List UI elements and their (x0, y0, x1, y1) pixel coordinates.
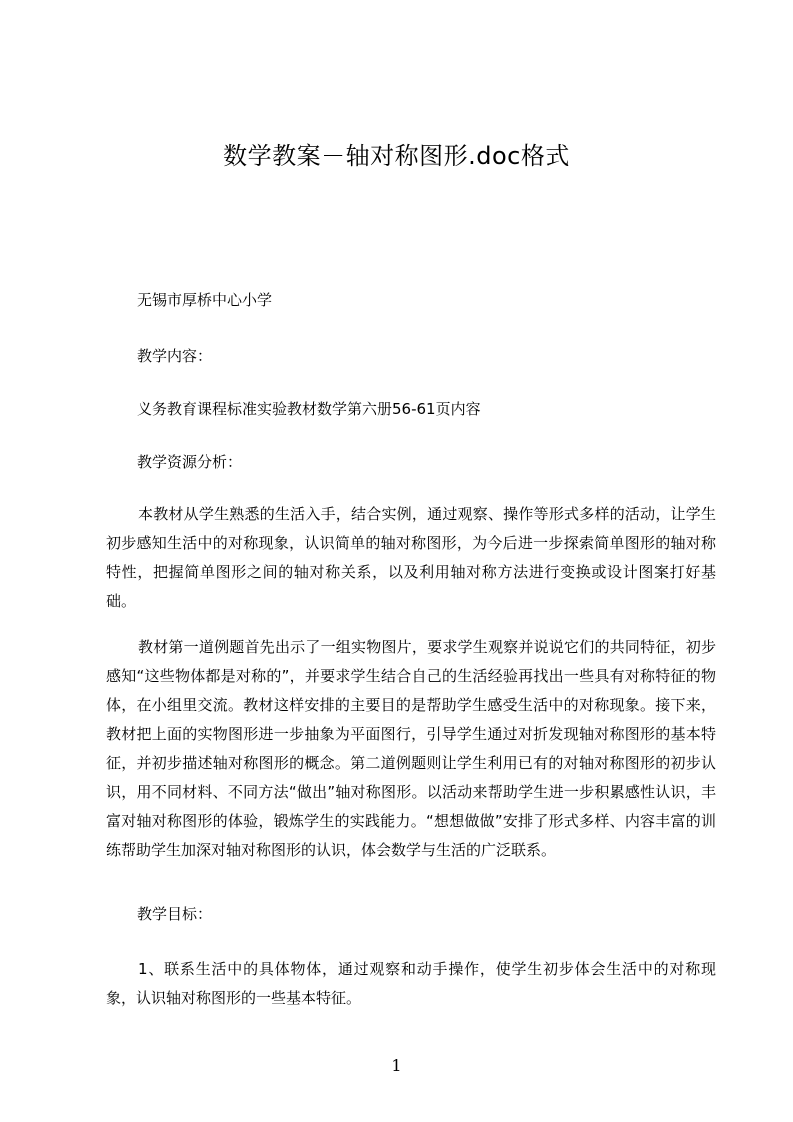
content-heading: 教学内容： (137, 347, 213, 365)
document-title: 数学教案－轴对称图形.doc格式 (223, 142, 570, 170)
school-name: 无锡市厚桥中心小学 (137, 291, 273, 309)
goal-item-1: 1、联系生活中的具体物体，通过观察和动手操作，使学生初步体会生活中的对称现象，认识轴对称图形的一些基本特征。 (106, 960, 716, 1007)
goals-heading: 教学目标： (137, 905, 213, 923)
analysis-paragraph-2: 教材第一道例题首先出示了一组实物图片，要求学生观察并说说它们的共同特征，初步感知“这些物体都是对称的”，并要求学生结合自己的生活经验再找出一些具有对称特征的物体，在小组里交流。教材这样安排的主要目的是帮助学生感受生活中的对称现象。接下来，教材把上面的实物图形进一步抽象为平面图行，引导学生通过对折发现轴对称图形的基本特征，并初步描述轴对称图形的概念。第二道例题则让学生利用已有的对轴对称图形的初步认识，用不同材料、不同方法“做出”轴对称图形。以活动来帮助学生进一步积累感性认识，丰富对轴对称图形的体验，锻炼学生的实践能力。“想想做做”安排了形式多样、内容丰富的训练帮助学生加深对轴对称图形的认识，体会数学与生活的广泛联系。 (106, 638, 716, 859)
analysis-paragraph-1: 本教材从学生熟悉的生活入手，结合实例，通过观察、操作等形式多样的活动，让学生初步感知生活中的对称现象，认识简单的轴对称图形，为今后进一步探索简单图形的轴对称特性，把握简单图形之间的轴对称关系，以及利用轴对称方法进行变换或设计图案打好基础。 (106, 505, 716, 610)
analysis-heading: 教学资源分析： (137, 453, 243, 471)
page-number: 1 (391, 1056, 402, 1075)
content-text: 义务教育课程标准实验教材数学第六册56-61页内容 (137, 400, 481, 418)
